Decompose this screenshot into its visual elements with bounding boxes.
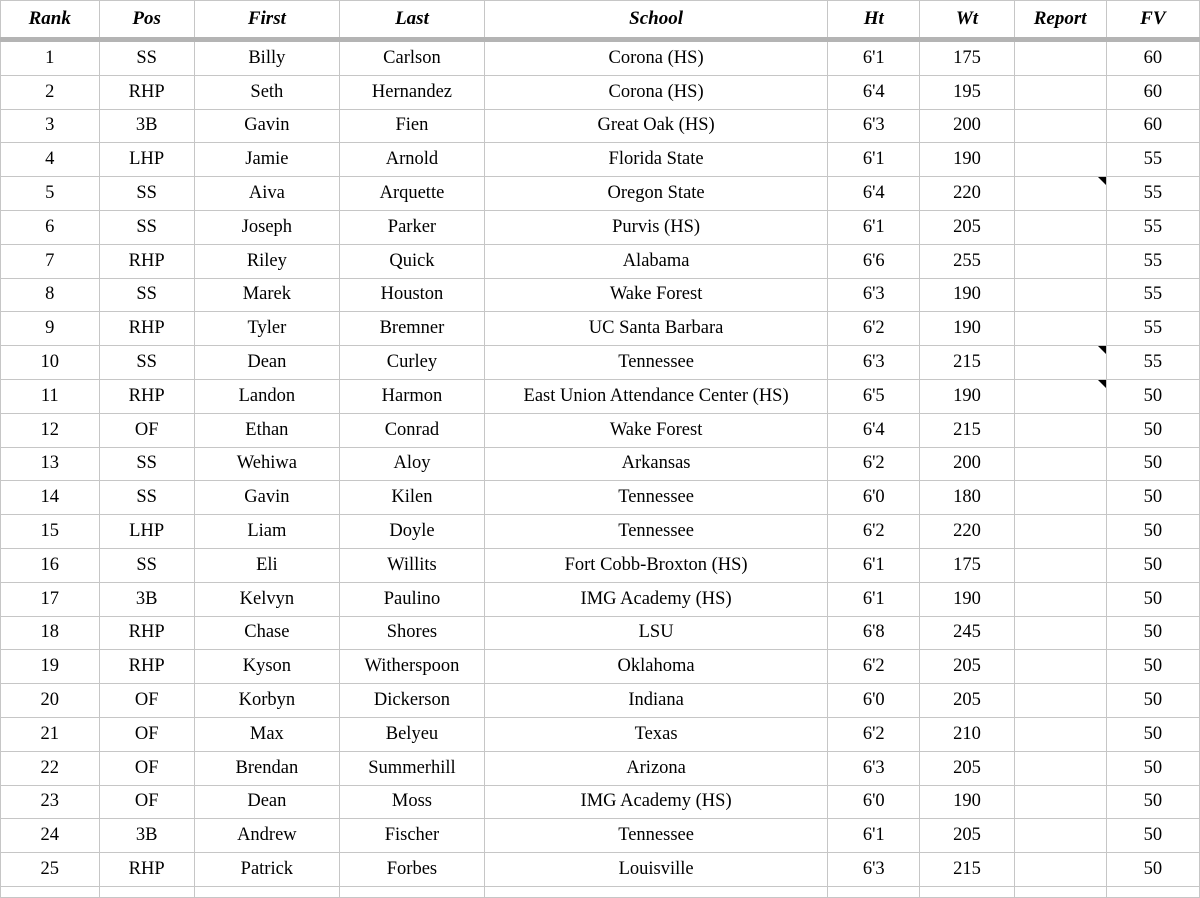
table-row [1, 853, 1200, 887]
table-row [1, 244, 1200, 278]
cell-wt [920, 886, 1014, 897]
cell-first[interactable]: Korbyn [194, 684, 339, 718]
cell-last [339, 886, 484, 897]
cell-school[interactable]: Fort Cobb-Broxton (HS) [485, 548, 828, 582]
cell-wt[interactable]: 190 [920, 379, 1014, 413]
cell-wt[interactable]: 255 [920, 244, 1014, 278]
cell-last[interactable]: Carlson [339, 40, 484, 76]
column-header-rank[interactable]: Rank [1, 1, 100, 40]
cell-last[interactable]: Dickerson [339, 684, 484, 718]
cell-fv[interactable]: 50 [1106, 379, 1199, 413]
cell-last[interactable]: Paulino [339, 582, 484, 616]
table-row [1, 312, 1200, 346]
cell-wt[interactable]: 175 [920, 548, 1014, 582]
table-row [1, 278, 1200, 312]
cell-ht[interactable]: 6'3 [828, 853, 920, 887]
cell-pos[interactable]: 3B [99, 819, 194, 853]
cell-school[interactable]: Tennessee [485, 346, 828, 380]
cell-ht [828, 886, 920, 897]
table-body [1, 40, 1200, 898]
cell-rank[interactable]: 6 [1, 210, 100, 244]
cell-pos[interactable]: SS [99, 40, 194, 76]
cell-school[interactable]: Great Oak (HS) [485, 109, 828, 143]
cell-rank[interactable]: 19 [1, 650, 100, 684]
cell-last[interactable]: Curley [339, 346, 484, 380]
table-row [1, 717, 1200, 751]
table-row [1, 143, 1200, 177]
cell-last[interactable]: Parker [339, 210, 484, 244]
cell-first [194, 886, 339, 897]
cell-ht[interactable]: 6'2 [828, 650, 920, 684]
cell-first[interactable]: Jamie [194, 143, 339, 177]
cell-wt[interactable]: 190 [920, 312, 1014, 346]
cell-rank[interactable]: 22 [1, 751, 100, 785]
cell-wt[interactable]: 180 [920, 481, 1014, 515]
table-row [1, 346, 1200, 380]
cell-wt[interactable]: 190 [920, 278, 1014, 312]
cell-ht[interactable]: 6'1 [828, 582, 920, 616]
cell-school[interactable]: IMG Academy (HS) [485, 785, 828, 819]
cell-fv[interactable]: 55 [1106, 312, 1199, 346]
column-header-first[interactable]: First [194, 1, 339, 40]
table-row [1, 40, 1200, 76]
cell-ht[interactable]: 6'1 [828, 40, 920, 76]
cell-wt[interactable]: 175 [920, 40, 1014, 76]
table-row [1, 109, 1200, 143]
cell-report[interactable] [1014, 379, 1106, 413]
cell-school[interactable]: Texas [485, 717, 828, 751]
cell-ht[interactable]: 6'0 [828, 785, 920, 819]
cell-pos[interactable]: RHP [99, 312, 194, 346]
cell-last[interactable]: Summerhill [339, 751, 484, 785]
cell-fv[interactable]: 60 [1106, 109, 1199, 143]
cell-fv[interactable]: 50 [1106, 447, 1199, 481]
cell-first[interactable]: Billy [194, 40, 339, 76]
cell-ht[interactable]: 6'1 [828, 548, 920, 582]
cell-rank[interactable]: 1 [1, 40, 100, 76]
table-row [1, 210, 1200, 244]
table-row [1, 819, 1200, 853]
cell-pos[interactable]: SS [99, 278, 194, 312]
cell-first[interactable]: Patrick [194, 853, 339, 887]
cell-rank[interactable]: 20 [1, 684, 100, 718]
cell-last[interactable]: Fischer [339, 819, 484, 853]
table-row [1, 481, 1200, 515]
cell-rank [1, 886, 100, 897]
table-row [1, 177, 1200, 211]
cell-report[interactable] [1014, 177, 1106, 211]
cell-pos [99, 886, 194, 897]
cell-report[interactable] [1014, 684, 1106, 718]
cell-wt[interactable]: 245 [920, 616, 1014, 650]
cell-wt[interactable]: 190 [920, 582, 1014, 616]
cell-wt[interactable]: 205 [920, 650, 1014, 684]
cell-fv[interactable]: 50 [1106, 515, 1199, 549]
cell-school[interactable]: Tennessee [485, 515, 828, 549]
cell-ht[interactable]: 6'6 [828, 244, 920, 278]
cell-pos[interactable]: SS [99, 481, 194, 515]
cell-wt[interactable]: 195 [920, 75, 1014, 109]
cell-school[interactable]: Tennessee [485, 819, 828, 853]
cell-school [485, 886, 828, 897]
cell-wt[interactable]: 200 [920, 109, 1014, 143]
cell-rank[interactable]: 9 [1, 312, 100, 346]
cell-first[interactable]: Aiva [194, 177, 339, 211]
cell-wt[interactable]: 215 [920, 346, 1014, 380]
cell-rank[interactable]: 15 [1, 515, 100, 549]
cell-report [1014, 886, 1106, 897]
cell-school[interactable]: LSU [485, 616, 828, 650]
cell-school[interactable]: Tennessee [485, 481, 828, 515]
cell-first[interactable]: Joseph [194, 210, 339, 244]
table-row [1, 548, 1200, 582]
cell-report[interactable] [1014, 515, 1106, 549]
cell-last[interactable]: Arnold [339, 143, 484, 177]
cell-last[interactable]: Aloy [339, 447, 484, 481]
cell-report[interactable] [1014, 717, 1106, 751]
cell-school[interactable]: Oklahoma [485, 650, 828, 684]
cell-first[interactable]: Dean [194, 346, 339, 380]
cell-report[interactable] [1014, 210, 1106, 244]
cell-ht[interactable]: 6'2 [828, 515, 920, 549]
cell-last[interactable]: Witherspoon [339, 650, 484, 684]
cell-pos[interactable]: OF [99, 413, 194, 447]
cell-wt[interactable]: 200 [920, 447, 1014, 481]
cell-report[interactable] [1014, 650, 1106, 684]
cell-first[interactable]: Gavin [194, 481, 339, 515]
column-header-ht[interactable]: Ht [828, 1, 920, 40]
cell-pos[interactable]: OF [99, 751, 194, 785]
cell-rank[interactable]: 12 [1, 413, 100, 447]
cell-rank[interactable]: 14 [1, 481, 100, 515]
cell-first[interactable]: Eli [194, 548, 339, 582]
cell-wt[interactable]: 205 [920, 210, 1014, 244]
cell-rank[interactable]: 13 [1, 447, 100, 481]
cell-first[interactable]: Brendan [194, 751, 339, 785]
cell-ht[interactable]: 6'3 [828, 109, 920, 143]
cell-rank[interactable]: 5 [1, 177, 100, 211]
cell-rank[interactable]: 16 [1, 548, 100, 582]
cell-last[interactable]: Moss [339, 785, 484, 819]
cell-first[interactable]: Ethan [194, 413, 339, 447]
cell-fv[interactable]: 50 [1106, 413, 1199, 447]
cell-report[interactable] [1014, 143, 1106, 177]
table-row [1, 616, 1200, 650]
cell-fv [1106, 886, 1199, 897]
cell-wt[interactable]: 190 [920, 143, 1014, 177]
cell-report[interactable] [1014, 40, 1106, 76]
cell-wt[interactable]: 205 [920, 819, 1014, 853]
cell-rank[interactable]: 24 [1, 819, 100, 853]
cell-first[interactable]: Andrew [194, 819, 339, 853]
cell-fv[interactable]: 50 [1106, 819, 1199, 853]
cell-rank[interactable]: 11 [1, 379, 100, 413]
cell-school[interactable]: Corona (HS) [485, 75, 828, 109]
table-row [1, 785, 1200, 819]
cell-wt[interactable]: 220 [920, 177, 1014, 211]
cell-pos[interactable]: OF [99, 684, 194, 718]
table-row [1, 413, 1200, 447]
cell-pos[interactable]: SS [99, 346, 194, 380]
comment-indicator-icon[interactable] [1098, 346, 1106, 354]
cell-fv[interactable]: 50 [1106, 582, 1199, 616]
cell-last[interactable]: Shores [339, 616, 484, 650]
cell-last[interactable]: Willits [339, 548, 484, 582]
cell-report[interactable] [1014, 278, 1106, 312]
cell-pos[interactable]: RHP [99, 650, 194, 684]
cell-pos[interactable]: SS [99, 177, 194, 211]
cell-fv[interactable]: 55 [1106, 177, 1199, 211]
cell-school[interactable]: UC Santa Barbara [485, 312, 828, 346]
cell-ht[interactable]: 6'2 [828, 447, 920, 481]
cell-school[interactable]: East Union Attendance Center (HS) [485, 379, 828, 413]
column-header-fv[interactable]: FV [1106, 1, 1199, 40]
cell-fv[interactable]: 55 [1106, 210, 1199, 244]
cell-last[interactable]: Doyle [339, 515, 484, 549]
cell-last[interactable]: Bremner [339, 312, 484, 346]
cell-school[interactable]: Wake Forest [485, 413, 828, 447]
cell-ht[interactable]: 6'1 [828, 210, 920, 244]
cell-ht[interactable]: 6'4 [828, 177, 920, 211]
cell-ht[interactable]: 6'3 [828, 346, 920, 380]
cell-rank[interactable]: 7 [1, 244, 100, 278]
cell-fv[interactable]: 50 [1106, 853, 1199, 887]
cell-wt[interactable]: 205 [920, 684, 1014, 718]
cell-fv[interactable]: 50 [1106, 481, 1199, 515]
cell-pos[interactable]: RHP [99, 853, 194, 887]
cell-report[interactable] [1014, 244, 1106, 278]
cell-pos[interactable]: SS [99, 210, 194, 244]
cell-fv[interactable]: 50 [1106, 616, 1199, 650]
table-row [1, 582, 1200, 616]
cell-rank[interactable]: 18 [1, 616, 100, 650]
cell-pos[interactable]: OF [99, 717, 194, 751]
cell-fv[interactable]: 60 [1106, 40, 1199, 76]
cell-wt[interactable]: 220 [920, 515, 1014, 549]
cell-fv[interactable]: 55 [1106, 278, 1199, 312]
table-row [1, 515, 1200, 549]
column-header-last[interactable]: Last [339, 1, 484, 40]
cell-rank[interactable]: 4 [1, 143, 100, 177]
table-row [1, 751, 1200, 785]
cell-fv[interactable]: 50 [1106, 751, 1199, 785]
cell-report[interactable] [1014, 751, 1106, 785]
cell-report[interactable] [1014, 548, 1106, 582]
cell-ht[interactable]: 6'2 [828, 717, 920, 751]
cell-fv[interactable]: 55 [1106, 244, 1199, 278]
cell-wt[interactable]: 210 [920, 717, 1014, 751]
cell-first[interactable]: Wehiwa [194, 447, 339, 481]
cell-report[interactable] [1014, 785, 1106, 819]
cell-last[interactable]: Arquette [339, 177, 484, 211]
cell-last[interactable]: Quick [339, 244, 484, 278]
cell-rank[interactable]: 23 [1, 785, 100, 819]
cell-first[interactable]: Liam [194, 515, 339, 549]
cell-ht[interactable]: 6'0 [828, 481, 920, 515]
cell-first[interactable]: Gavin [194, 109, 339, 143]
table-row [1, 650, 1200, 684]
cell-pos[interactable]: LHP [99, 143, 194, 177]
cell-last[interactable]: Belyeu [339, 717, 484, 751]
cell-school[interactable]: Wake Forest [485, 278, 828, 312]
cell-ht[interactable]: 6'0 [828, 684, 920, 718]
cell-first[interactable]: Tyler [194, 312, 339, 346]
cell-fv[interactable]: 50 [1106, 785, 1199, 819]
cell-ht[interactable]: 6'3 [828, 751, 920, 785]
cell-rank[interactable]: 10 [1, 346, 100, 380]
cell-report[interactable] [1014, 109, 1106, 143]
cell-school[interactable]: Louisville [485, 853, 828, 887]
cell-fv[interactable]: 50 [1106, 684, 1199, 718]
cell-first[interactable]: Seth [194, 75, 339, 109]
cell-school[interactable]: Arkansas [485, 447, 828, 481]
cell-first[interactable]: Dean [194, 785, 339, 819]
cell-last[interactable]: Hernandez [339, 75, 484, 109]
cell-last[interactable]: Houston [339, 278, 484, 312]
cell-last[interactable]: Forbes [339, 853, 484, 887]
table-row [1, 75, 1200, 109]
cell-rank[interactable]: 25 [1, 853, 100, 887]
cell-rank[interactable]: 8 [1, 278, 100, 312]
cell-ht[interactable]: 6'1 [828, 819, 920, 853]
cell-pos[interactable]: LHP [99, 515, 194, 549]
cell-school[interactable]: Alabama [485, 244, 828, 278]
cell-fv[interactable]: 55 [1106, 143, 1199, 177]
cell-fv[interactable]: 50 [1106, 650, 1199, 684]
cell-report[interactable] [1014, 819, 1106, 853]
cell-report[interactable] [1014, 481, 1106, 515]
cell-pos[interactable]: RHP [99, 616, 194, 650]
cell-pos[interactable]: SS [99, 447, 194, 481]
cell-school[interactable]: Oregon State [485, 177, 828, 211]
cell-pos[interactable]: RHP [99, 244, 194, 278]
cell-school[interactable]: Arizona [485, 751, 828, 785]
cell-wt[interactable]: 190 [920, 785, 1014, 819]
cell-pos[interactable]: OF [99, 785, 194, 819]
column-header-pos[interactable]: Pos [99, 1, 194, 40]
cell-first[interactable]: Landon [194, 379, 339, 413]
cell-report[interactable] [1014, 413, 1106, 447]
cell-wt[interactable]: 205 [920, 751, 1014, 785]
cell-school[interactable]: Florida State [485, 143, 828, 177]
cell-fv[interactable]: 60 [1106, 75, 1199, 109]
cell-ht[interactable]: 6'4 [828, 413, 920, 447]
cell-school[interactable]: IMG Academy (HS) [485, 582, 828, 616]
cell-ht[interactable]: 6'8 [828, 616, 920, 650]
column-header-wt[interactable]: Wt [920, 1, 1014, 40]
cell-last[interactable]: Kilen [339, 481, 484, 515]
column-header-school[interactable]: School [485, 1, 828, 40]
cell-rank[interactable]: 17 [1, 582, 100, 616]
cell-last[interactable]: Fien [339, 109, 484, 143]
cell-report[interactable] [1014, 312, 1106, 346]
header-row [1, 1, 1200, 40]
table-row [1, 684, 1200, 718]
cell-first[interactable]: Riley [194, 244, 339, 278]
comment-indicator-icon[interactable] [1098, 177, 1106, 185]
cell-first[interactable]: Marek [194, 278, 339, 312]
cell-pos[interactable]: SS [99, 548, 194, 582]
table-row-partial [1, 886, 1200, 897]
table-row [1, 379, 1200, 413]
cell-fv[interactable]: 55 [1106, 346, 1199, 380]
comment-indicator-icon[interactable] [1098, 380, 1106, 388]
cell-first[interactable]: Chase [194, 616, 339, 650]
cell-pos[interactable]: RHP [99, 379, 194, 413]
cell-pos[interactable]: 3B [99, 582, 194, 616]
cell-pos[interactable]: 3B [99, 109, 194, 143]
cell-report[interactable] [1014, 616, 1106, 650]
table-row [1, 447, 1200, 481]
cell-ht[interactable]: 6'2 [828, 312, 920, 346]
cell-ht[interactable]: 6'3 [828, 278, 920, 312]
cell-fv[interactable]: 50 [1106, 717, 1199, 751]
cell-fv[interactable]: 50 [1106, 548, 1199, 582]
cell-report[interactable] [1014, 853, 1106, 887]
cell-first[interactable]: Max [194, 717, 339, 751]
cell-report[interactable] [1014, 346, 1106, 380]
cell-first[interactable]: Kyson [194, 650, 339, 684]
cell-ht[interactable]: 6'4 [828, 75, 920, 109]
cell-report[interactable] [1014, 582, 1106, 616]
cell-rank[interactable]: 3 [1, 109, 100, 143]
cell-pos[interactable]: RHP [99, 75, 194, 109]
cell-ht[interactable]: 6'1 [828, 143, 920, 177]
cell-wt[interactable]: 215 [920, 413, 1014, 447]
cell-last[interactable]: Conrad [339, 413, 484, 447]
cell-school[interactable]: Corona (HS) [485, 40, 828, 76]
cell-ht[interactable]: 6'5 [828, 379, 920, 413]
cell-rank[interactable]: 21 [1, 717, 100, 751]
cell-wt[interactable]: 215 [920, 853, 1014, 887]
cell-last[interactable]: Harmon [339, 379, 484, 413]
cell-report[interactable] [1014, 75, 1106, 109]
cell-rank[interactable]: 2 [1, 75, 100, 109]
cell-school[interactable]: Indiana [485, 684, 828, 718]
cell-report[interactable] [1014, 447, 1106, 481]
column-header-report[interactable]: Report [1014, 1, 1106, 40]
cell-school[interactable]: Purvis (HS) [485, 210, 828, 244]
cell-first[interactable]: Kelvyn [194, 582, 339, 616]
